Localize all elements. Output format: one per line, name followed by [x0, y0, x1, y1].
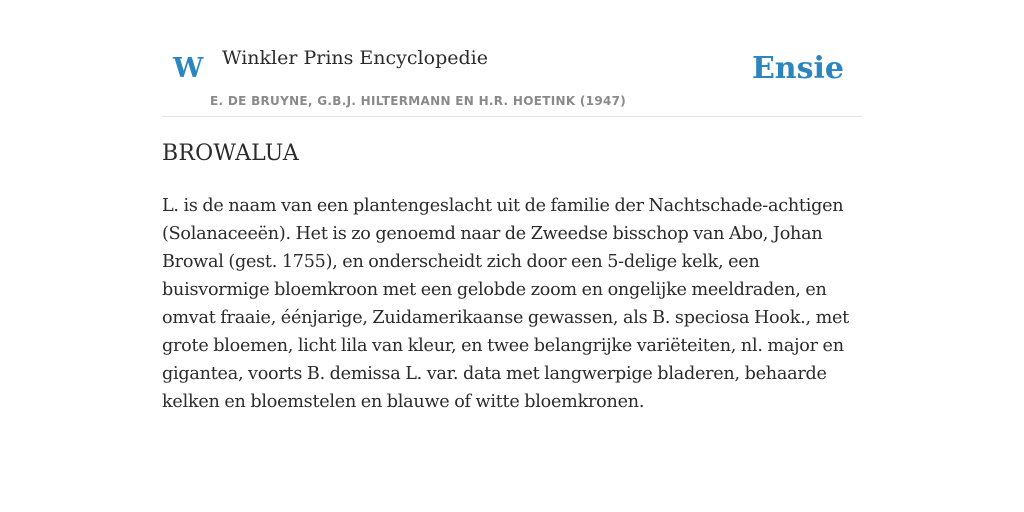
header [162, 0, 862, 117]
book-authors: E. DE BRUYNE, G.B.J. HILTERMANN EN H.R. HOETINK (1947) [210, 94, 627, 108]
page [162, 0, 862, 512]
entry-text: L. is de naam van een plantengeslacht uit de familie der Nachtschade-achtigen (Solanaceeën). Het is zo genoemd naar de Zweedse bisschop van Abo, Johan Browal (gest. 1755), en onderscheidt zich door een 5-delige kelk, een buisvormige bloemkroon met een gelobde zoom en ongelijke meeldraden, en omvat fraaie, éénjarige, Zuidamerikaanse gewassen, als B. speciosa Hook., met grote bloemen, licht lila van kleur, en twee belangrijke variëteiten, nl. major en gigantea, voorts B. demissa L. var. data met langwerpige bladeren, behaarde kelken en bloemstelen en blauwe of witte bloemkronen. [162, 196, 849, 412]
entry-headword: BROWALUA [162, 141, 299, 166]
winkler-prins-logo[interactable]: W [173, 53, 204, 84]
book-title[interactable]: Winkler Prins Encyclopedie [222, 47, 488, 69]
ensie-logo[interactable]: Ensie [751, 51, 844, 86]
